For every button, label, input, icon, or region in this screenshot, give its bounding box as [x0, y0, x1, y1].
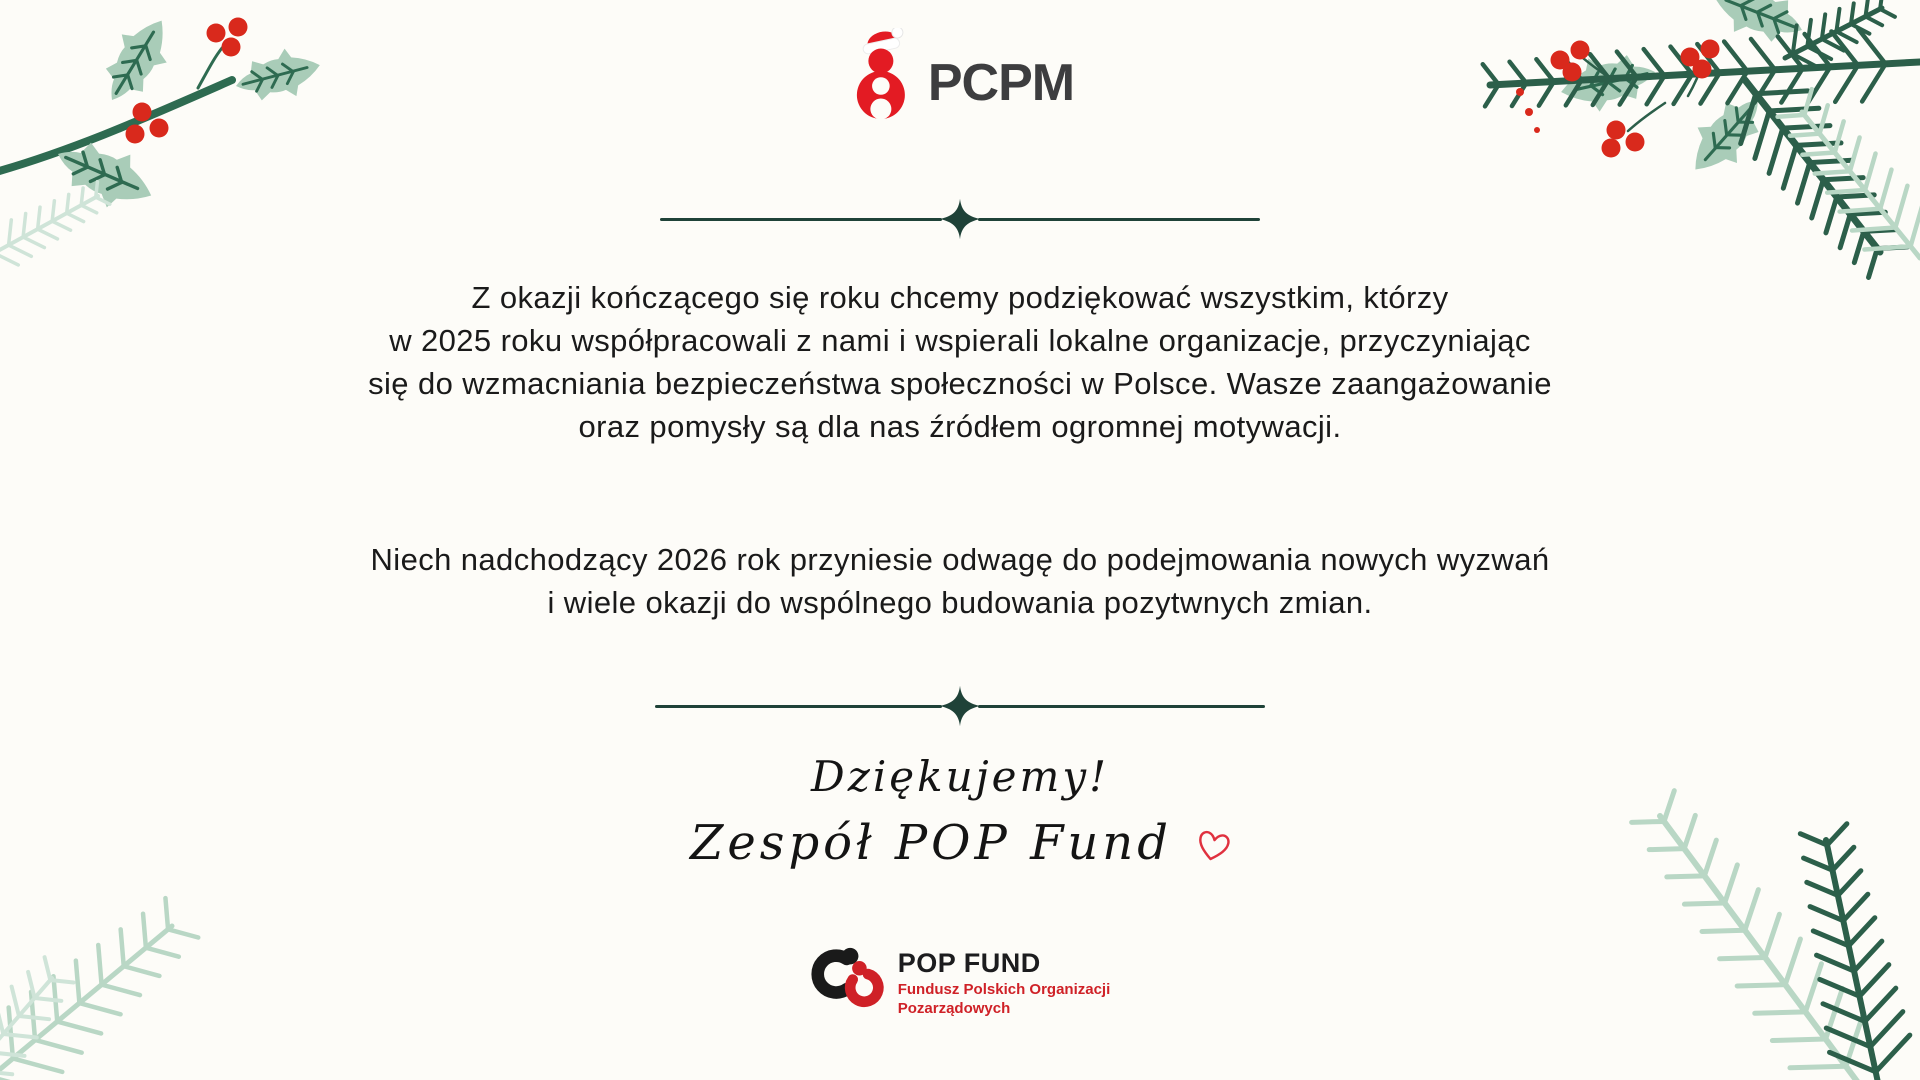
divider-bottom [655, 677, 1265, 735]
popfund-subtitle-line-2: Pozarządowych [897, 999, 1011, 1017]
divider-line [978, 218, 1260, 221]
pine-branch-icon [1450, 0, 1920, 300]
divider-line [978, 705, 1265, 708]
signature-thanks: Dziękujemy! [811, 752, 1109, 801]
popfund-logo [810, 944, 1111, 1019]
signature-team: Zespół POP Fund [690, 815, 1172, 871]
divider-line [655, 705, 942, 708]
popfund-logo-text: POP FUND [897, 948, 1041, 978]
popfund-logo-icon [810, 944, 888, 1010]
sparkle-icon [939, 677, 981, 735]
divider-top [660, 190, 1260, 248]
pine-sprig-icon [0, 840, 260, 1080]
divider-line [660, 218, 942, 221]
pcpm-logo-text: PCPM [927, 54, 1075, 112]
greeting-line-2: w 2025 roku współpracowali z nami i wspierali lokalne organizacje, przyczyniając [389, 323, 1531, 358]
greeting-line-1: Z okazji kończącego się roku chcemy podziękować wszystkim, którzy [471, 280, 1449, 315]
signature-block [690, 752, 1230, 871]
greeting-line-3: się do wzmacniania bezpieczeństwa społeczności w Polsce. Wasze zaangażowanie [368, 366, 1552, 401]
wishes-line-2: i wiele okazji do wspólnego budowania pozytwnych zmian. [547, 585, 1373, 620]
greeting-line-4: oraz pomysły są dla nas źródłem ogromnej motywacji. [578, 409, 1342, 444]
greeting-paragraph [190, 276, 1730, 448]
wishes-line-1: Niech nadchodzący 2026 rok przyniesie odwagę do podejmowania nowych wyzwań [370, 542, 1550, 577]
holly-branch-icon [0, 0, 360, 300]
heart-icon [1193, 826, 1234, 868]
pine-sprigs-icon [1620, 780, 1920, 1080]
pcpm-logo [846, 28, 1074, 122]
sparkle-icon [939, 190, 981, 248]
pcpm-logo-icon [846, 28, 918, 122]
wishes-paragraph [190, 538, 1730, 624]
popfund-subtitle-line-1: Fundusz Polskich Organizacji [897, 981, 1111, 998]
